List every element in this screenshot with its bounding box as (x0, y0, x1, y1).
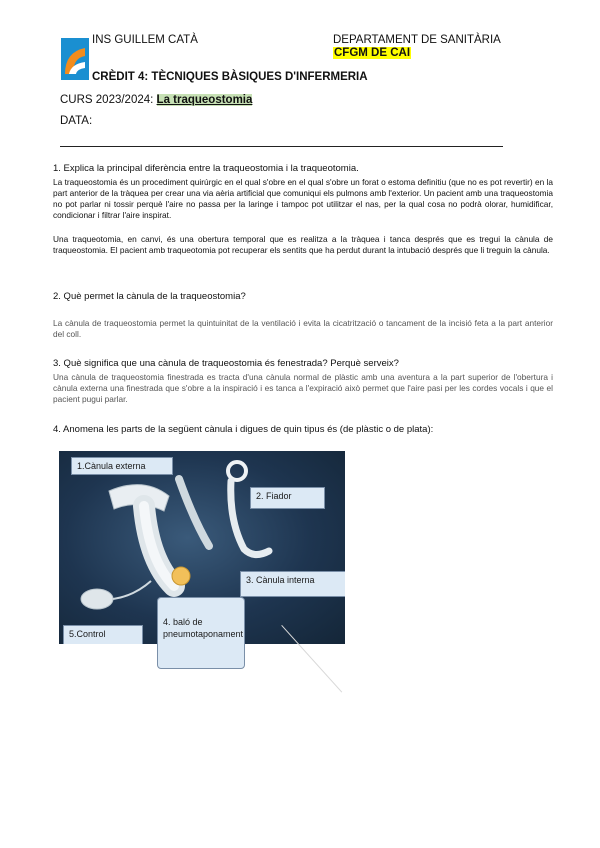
question-4: 4. Anomena les parts de la següent cànula i digues de quin tipus és (de plàstic o de plata): (53, 424, 434, 435)
course-line (60, 94, 252, 106)
cycle-badge: CFGM DE CAI (334, 47, 411, 59)
answer-2: La cànula de traqueostomia permet la quintuinitat de la ventilació i evita la cicatrització o tancament de la incisió feta a la part anterior del coll. (53, 318, 553, 339)
answer-1-paragraph-2: Una traqueotomia, en canvi, és una obertura temporal que es realitza a la tràquea i tanca després que es tregui la cànula de traqueostomia. El pacient amb traqueotomia pot recuperar els sentits que ha perdut durant la intubació després que li treguin la cànula. (53, 234, 553, 255)
label-control: 5.Control (63, 625, 143, 644)
school-name: INS GUILLEM CATÀ (92, 34, 198, 46)
course-prefix: CURS 2023/2024: (60, 94, 157, 106)
credit-title: CRÈDIT 4: TÈCNIQUES BÀSIQUES D'INFERMERIA (92, 71, 368, 83)
department-name: DEPARTAMENT DE SANITÀRIA (333, 34, 501, 46)
label-inner-cannula: 3. Cànula interna (240, 571, 345, 597)
question-2: 2. Què permet la cànula de la traqueostomia? (53, 291, 246, 302)
school-logo-icon (55, 38, 89, 80)
date-label: DATA: (60, 115, 93, 127)
header-divider (60, 146, 503, 147)
label-outer-cannula: 1.Cànula externa (71, 457, 173, 475)
question-1: 1. Explica la principal diferència entre la traqueostomia i la traqueotomia. (53, 163, 359, 174)
answer-1-paragraph-1: La traqueostomia és un procediment quirúrgic en el qual s'obre en el qual s'obre un forat o estoma definitiu (que no es pot revertir) en la part anterior de la tràquea per crear una via aèria artificial que comuniqui els pulmons amb l'exterior. Un pacient amb una traqueostomia no pot parlar ni tossir perquè l'aire no passa per la laringe i tampoc pot utilitzar el nas, per la qual cosa no podrà olorar, humidificar, condicionar i filtrar l'aire inspirat. (53, 177, 553, 220)
label-cuff-balloon: 4. baló de pneumotaponament (157, 597, 245, 669)
question-3: 3. Què significa que una cànula de traqueostomia és fenestrada? Perquè serveix? (53, 358, 399, 369)
label-obturator: 2. Fiador (250, 487, 325, 509)
answer-3: Una cànula de traqueostomia finestrada es tracta d'una cànula normal de plàstic amb una aventura a la part superior de l'obertura i cànula externa una finestrada que s'obre a la inspiració i es tanca a l'expiració això permet que l'aire pasi per les cordes vocals i que el pacient pugui parlar. (53, 372, 553, 404)
topic-title: La traqueostomia (156, 94, 253, 106)
